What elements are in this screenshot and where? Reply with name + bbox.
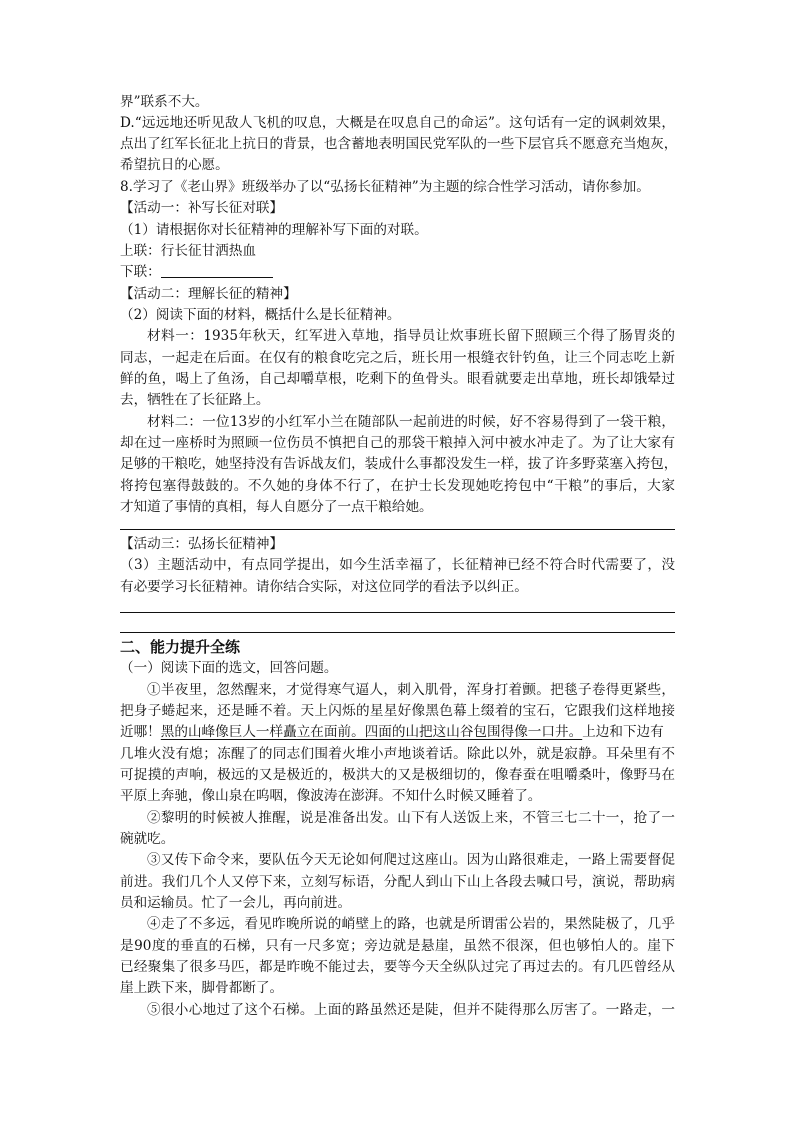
passage-line: 已经聚集了很多马匹，都是昨晚不能过去，要等今天全纵队过完了再过去的。有几匹曾经从 xyxy=(120,959,675,975)
activity-2-prompt: （2）阅读下面的材料，概括什么是长征精神。 xyxy=(120,307,401,323)
couplet-upper: 上联：行长征甘洒热血 xyxy=(120,243,256,259)
text-line: 界”联系不大。 xyxy=(120,94,209,110)
material-2-line: 却在过一座桥时为照顾一位伤员不慎把自己的那袋干粮掉入河中被水冲走了。为了让大家有 xyxy=(120,435,675,451)
passage-line: ④走了不多远，看见昨晚所说的峭壁上的路，也就是所谓雷公岩的，果然陡极了，几乎 xyxy=(147,916,675,932)
passage-line: 几堆火没有熄；冻醒了的同志们围着火堆小声地谈着话。除此以外，就是寂静。耳朵里有不 xyxy=(120,746,675,762)
option-d-line: 希望抗日的心愿。 xyxy=(120,157,229,173)
material-1-line: 同志，一起走在后面。在仅有的粮食吃完之后，班长用一根缝衣针钓鱼，让三个同志吃上新 xyxy=(120,350,675,366)
passage-line: 员和运输员。忙了一会儿，再向前进。 xyxy=(120,895,352,911)
passage-line: 平原上奔驰，像山泉在呜咽，像波涛在澎湃。不知什么时候又睡着了。 xyxy=(120,788,542,804)
couplet-lower xyxy=(120,262,273,283)
answer-line[interactable] xyxy=(120,529,675,530)
passage-line: 碗就吃。 xyxy=(120,831,175,847)
activity-1-prompt: （1）请根据你对长征精神的理解补写下面的对联。 xyxy=(120,222,428,238)
passage-line: 崖上跌下来，脚骨都断了。 xyxy=(120,980,284,996)
passage-line xyxy=(120,722,675,743)
passage-line: ⑤很小心地过了这个石梯。上面的路虽然还是陡，但并不陡得那么厉害了。一路走，一 xyxy=(147,1002,675,1018)
material-2-line: 材料二：一位13岁的小红军小兰在随部队一起前进的时候，好不容易得到了一袋干粮， xyxy=(147,414,675,430)
activity-1-title: 【活动一：补写长征对联】 xyxy=(120,200,284,216)
passage-text: 上边和下边有 xyxy=(582,724,664,740)
material-1-line: 鲜的鱼，喝上了鱼汤，自己却嚼草根，吃剩下的鱼骨头。眼看就要走出草地，班长却饿晕过 xyxy=(120,371,675,387)
activity-3-prompt: 有必要学习长征精神。请你结合实际，对这位同学的看法予以纠正。 xyxy=(120,579,528,595)
activity-3-title: 【活动三：弘扬长征精神】 xyxy=(120,536,284,552)
material-1-line: 去，牺牲在了长征路上。 xyxy=(120,392,270,408)
activity-3-prompt: （3）主题活动中，有点同学提出，如今生活幸福了，长征精神已经不符合时代需要了，没 xyxy=(120,557,675,573)
answer-blank[interactable] xyxy=(161,263,273,278)
question-8-intro: 8.学习了《老山界》班级举办了以“弘扬长征精神”为主题的综合性学习活动，请你参加。 xyxy=(120,179,650,195)
material-1-line: 材料一：1935年秋天，红军进入草地，指导员让炊事班长留下照顾三个得了肠胃炎的 xyxy=(147,328,675,344)
activity-2-title: 【活动二：理解长征的精神】 xyxy=(120,286,297,302)
underlined-sentence: 黑的山峰像巨人一样矗立在面前。四面的山把这山谷包围得像一口井。 xyxy=(160,724,583,740)
passage-line: 是90度的垂直的石梯，只有一尺多宽；旁边就是悬崖，虽然不很深，但也够怕人的。崖下 xyxy=(120,938,675,954)
material-2-line: 才知道了事情的真相，每人自愿分了一点干粮给她。 xyxy=(120,499,433,515)
couplet-lower-label: 下联： xyxy=(120,264,161,280)
material-2-line: 足够的干粮吃，她坚持没有告诉战友们，装成什么事都没发生一样，拔了许多野菜塞入挎包， xyxy=(120,456,678,472)
option-d-line: D.“远远地还听见敌人飞机的叹息，大概是在叹息自己的命运”。这句话有一定的讽刺效果， xyxy=(120,115,675,131)
passage-line: 可捉摸的声响，极远的又是极近的，极洪大的又是极细切的，像春蚕在咀嚼桑叶，像野马在 xyxy=(120,767,675,783)
passage-line: ③又传下命令来，要队伍今天无论如何爬过这座山。因为山路很难走，一路上需要督促 xyxy=(147,852,675,868)
passage-line: ①半夜里，忽然醒来，才觉得寒气逼人，刺入肌骨，浑身打着颤。把毯子卷得更紧些， xyxy=(147,682,675,698)
section-title: 二、能力提升全练 xyxy=(120,638,241,656)
material-2-line: 将挎包塞得鼓鼓的。不久她的身体不行了，在护士长发现她吃挎包中“干粮”的事后，大家 xyxy=(120,478,675,494)
answer-line[interactable] xyxy=(120,612,675,613)
passage-line: 把身子蜷起来，还是睡不着。天上闪烁的星星好像黑色幕上缀着的宝石，它跟我们这样地接 xyxy=(120,703,675,719)
answer-line[interactable] xyxy=(120,632,675,633)
passage-line: 前进。我们几个人又停下来，立刻写标语，分配人到山下山上各段去喊口号，演说，帮助病 xyxy=(120,874,675,890)
passage-line: ②黎明的时候被人推醒，说是准备出发。山下有人送饭上来，不管三七二十一，抢了一 xyxy=(147,810,675,826)
reading-intro: （一）阅读下面的选文，回答问题。 xyxy=(120,660,338,676)
passage-text: 近哪！ xyxy=(120,724,161,740)
option-d-line: 点出了红军长征北上抗日的背景，也含蓄地表明国民党军队的一些下层官兵不愿意充当炮灰， xyxy=(120,136,678,152)
